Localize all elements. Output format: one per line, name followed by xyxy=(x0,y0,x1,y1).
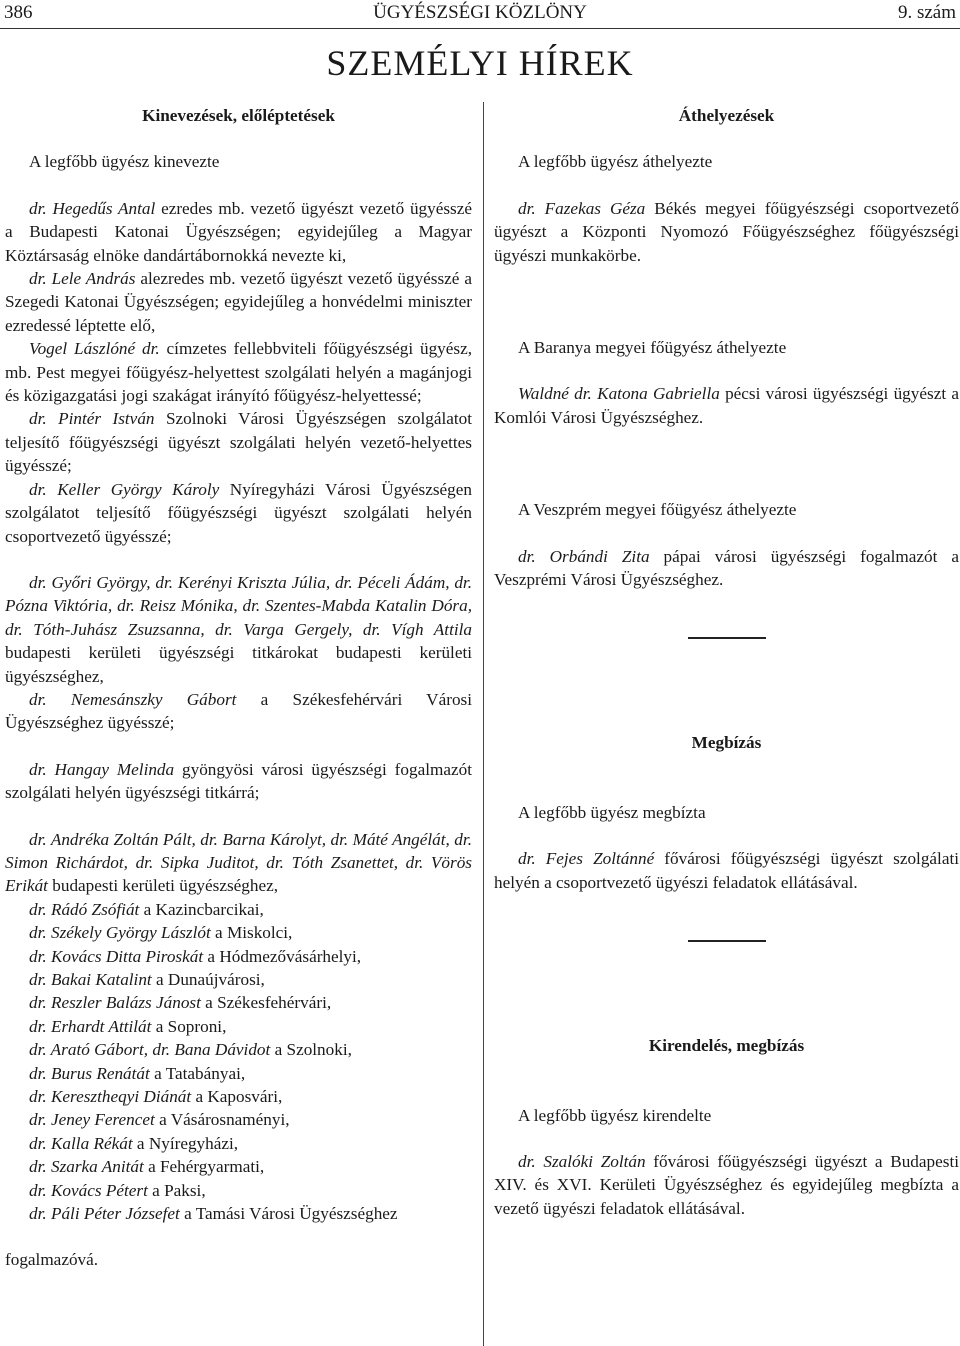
person-name: dr. Rádó Zsófiát xyxy=(29,899,140,919)
person-names: dr. Andréka Zoltán Pált, dr. Barna Károlyt, dr. Máté Angélát, dr. Simon Richárdot, dr. Sipka Juditot, dr. Tóth Zsanettet, dr. Vörös Erikát xyxy=(5,829,472,896)
person-name: dr. Páli Péter Józsefet xyxy=(29,1204,180,1224)
issue-number: 9. szám xyxy=(897,2,956,23)
closing-text: fogalmazóvá. xyxy=(5,1250,99,1270)
person-name: dr. Kalla Rékát xyxy=(29,1133,133,1153)
person-name: dr. Arató Gábort, dr. Bana Dávidot xyxy=(29,1040,271,1060)
column-divider xyxy=(483,102,484,1346)
list-item: dr. Erhardt Attilát a Soproni, xyxy=(29,1016,227,1036)
list-item: dr. Rádó Zsófiát a Kazincbarcikai, xyxy=(29,899,264,919)
person-name: dr. Keller György Károly xyxy=(29,479,220,499)
list-item: dr. Székely György Lászlót a Miskolci, xyxy=(29,923,293,943)
section-heading-appointments: Kinevezések, előléptetések xyxy=(142,106,335,125)
person-name: dr. Székely György Lászlót xyxy=(29,923,211,943)
appointment-entry: dr. Keller György Károly Nyíregyházi Városi Ügyészségen szolgálatot teljesítő főügyészségi ügyészt szolgálati helyén csoportvezető ügyésszé; xyxy=(5,479,472,546)
transfer-entry: Waldné dr. Katona Gabriella pécsi városi ügyészségi ügyészt a Komlói Városi Ügyészséghez. xyxy=(494,384,959,427)
list-item: dr. Keresztheqyi Diánát a Kaposvári, xyxy=(29,1087,283,1107)
person-name: dr. Hegedűs Antal xyxy=(29,198,156,218)
person-name: dr. Hangay Melinda xyxy=(29,759,175,779)
page-number: 386 xyxy=(4,2,33,23)
transfers-intro: A legfőbb ügyész áthelyezte xyxy=(518,152,713,172)
appointment-entry: Vogel Lászlóné dr. címzetes fellebbviteli főügyészségi ügyész, mb. Pest megyei főügyész-helyettest szolgálati helyén a magánjogi és közigazgatási jogi szakágat irányító főügyész-helyettessé; xyxy=(5,339,473,406)
transfer-entry: dr. Orbándi Zita pápai városi ügyészségi fogalmazót a Veszprémi Városi Ügyészséghez. xyxy=(494,546,959,590)
person-name: dr. Jeney Ferencet xyxy=(29,1110,155,1130)
person-name: dr. Orbándi Zita xyxy=(518,546,650,566)
person-name: dr. Kovács Pétert xyxy=(29,1180,148,1200)
person-name: dr. Keresztheqyi Diánát xyxy=(29,1087,192,1107)
list-item: dr. Jeney Ferencet a Vásárosnaményi, xyxy=(29,1110,290,1130)
section-heading-transfers: Áthelyezések xyxy=(678,106,775,125)
person-name: dr. Nemesánszky Gábort xyxy=(29,689,237,709)
appointment-list xyxy=(5,898,472,1226)
person-name: dr. Lele András xyxy=(29,269,136,289)
appointment-entry: dr. Nemesánszky Gábort a Székesfehérvári Városi Ügyészséghez ügyésszé; xyxy=(5,689,472,733)
person-names: dr. Győri György, dr. Kerényi Kriszta Júlia, dr. Péceli Ádám, dr. Pózna Viktória, dr. Reisz Mónika, dr. Szentes-Mabda Katalin Dóra, dr. Tóth-Juhász Zsuzsanna, dr. Varga Gergely, dr. Vígh Attila xyxy=(5,572,472,639)
appointments-intro: A legfőbb ügyész kinevezte xyxy=(29,152,220,172)
person-name: dr. Fazekas Géza xyxy=(518,198,646,218)
person-name: dr. Bakai Katalint xyxy=(29,970,152,989)
header-rule xyxy=(0,28,960,29)
list-item: dr. Burus Renátát a Tatabányai, xyxy=(29,1063,246,1083)
list-item: dr. Bakai Katalint a Dunaújvárosi, xyxy=(29,970,265,989)
appointment-entry: dr. Pintér István Szolnoki Városi Ügyészségen szolgálatot teljesítő főügyészségi ügyészt szolgálati helyén vezető-helyettes ügyésszé; xyxy=(5,409,473,476)
appointment-entry: dr. Hangay Melinda gyöngyösi városi ügyészségi fogalmazót szolgálati helyén ügyészségi titkárrá; xyxy=(5,759,472,803)
main-title: SZEMÉLYI HÍREK xyxy=(326,43,634,83)
secondment-entry: dr. Szalóki Zoltán fővárosi főügyészségi ügyészt a Budapesti XIV. és XVI. Kerületi Ügyészséghez és egyidejűleg megbízta a vezető ügyészi feladatok ellátásával. xyxy=(494,1151,959,1218)
transfers-intro-veszprem: A Veszprém megyei főügyész áthelyezte xyxy=(518,500,797,520)
secondment-intro: A legfőbb ügyész kirendelte xyxy=(518,1105,712,1125)
appointment-entry: dr. Hegedűs Antal ezredes mb. vezető ügyészt vezető ügyésszé a Budapesti Katonai Ügyészségen; egyidejűleg a Magyar Köztársaság elnöke dandártábornokká nevezte ki, xyxy=(5,198,472,265)
list-item: dr. Arató Gábort, dr. Bana Dávidot a Szolnoki, xyxy=(29,1040,352,1060)
list-item: dr. Szarka Anitát a Fehérgyarmati, xyxy=(29,1157,265,1177)
list-item: dr. Kalla Rékát a Nyíregyházi, xyxy=(29,1133,239,1153)
person-name: dr. Pintér István xyxy=(29,409,155,429)
person-name: dr. Szarka Anitát xyxy=(29,1157,144,1177)
person-name: dr. Kovács Ditta Piroskát xyxy=(29,946,204,966)
appointment-entry: dr. Győri György, dr. Kerényi Kriszta Júlia, dr. Péceli Ádám, dr. Pózna Viktória, dr. Reisz Mónika, dr. Szentes-Mabda Katalin Dóra, dr. Tóth-Juhász Zsuzsanna, dr. Varga Gergely, dr. Vígh Attila budapesti kerületi ügyészségi titkárokat budapesti kerületi ügyészséghez, xyxy=(5,572,472,686)
page-header xyxy=(0,2,960,26)
transfer-entry: dr. Fazekas Géza Békés megyei főügyészségi csoportvezető ügyészt a Központi Nyomozó Főügyészséghez főügyészségi ügyészi munkakörbe. xyxy=(494,198,959,265)
journal-title: ÜGYÉSZSÉGI KÖZLÖNY xyxy=(373,2,587,23)
person-name: Vogel Lászlóné dr. xyxy=(29,339,160,359)
list-item: dr. Kovács Ditta Piroskát a Hódmezővásárhelyi, xyxy=(29,946,362,966)
list-item: dr. Páli Péter Józsefet a Tamási Városi Ügyészséghez xyxy=(29,1204,398,1224)
transfers-intro-baranya: A Baranya megyei főügyész áthelyezte xyxy=(518,338,787,358)
person-name: dr. Szalóki Zoltán xyxy=(518,1151,646,1171)
appointment-entry: dr. Andréka Zoltán Pált, dr. Barna Károlyt, dr. Máté Angélát, dr. Simon Richárdot, dr. Sipka Juditot, dr. Tóth Zsanettet, dr. Vörös Erikát budapesti kerületi ügyészséghez, xyxy=(5,829,472,896)
person-name: dr. Fejes Zoltánné xyxy=(518,849,655,869)
assignment-intro: A legfőbb ügyész megbízta xyxy=(518,802,706,822)
person-name: dr. Reszler Balázs Jánost xyxy=(29,993,201,1013)
person-name: Waldné dr. Katona Gabriella xyxy=(518,384,720,404)
person-name: dr. Burus Renátát xyxy=(29,1063,150,1083)
appointment-entry: dr. Lele András alezredes mb. vezető ügyészt vezető ügyésszé a Szegedi Katonai Ügyészségen; egyidejűleg a honvédelmi miniszter ezredessé léptette elő, xyxy=(5,269,472,335)
right-column xyxy=(494,104,959,1220)
assignment-entry: dr. Fejes Zoltánné fővárosi főügyészségi ügyészt szolgálati helyén a csoportvezető ügyészi feladatok ellátásával. xyxy=(494,849,959,892)
section-heading-assignment: Megbízás xyxy=(691,733,762,753)
left-column xyxy=(5,104,472,1272)
person-name: dr. Erhardt Attilát xyxy=(29,1016,152,1036)
list-item: dr. Kovács Pétert a Paksi, xyxy=(29,1180,206,1200)
section-heading-secondment: Kirendelés, megbízás xyxy=(648,1036,805,1056)
list-item: dr. Reszler Balázs Jánost a Székesfehérvári, xyxy=(29,993,332,1013)
